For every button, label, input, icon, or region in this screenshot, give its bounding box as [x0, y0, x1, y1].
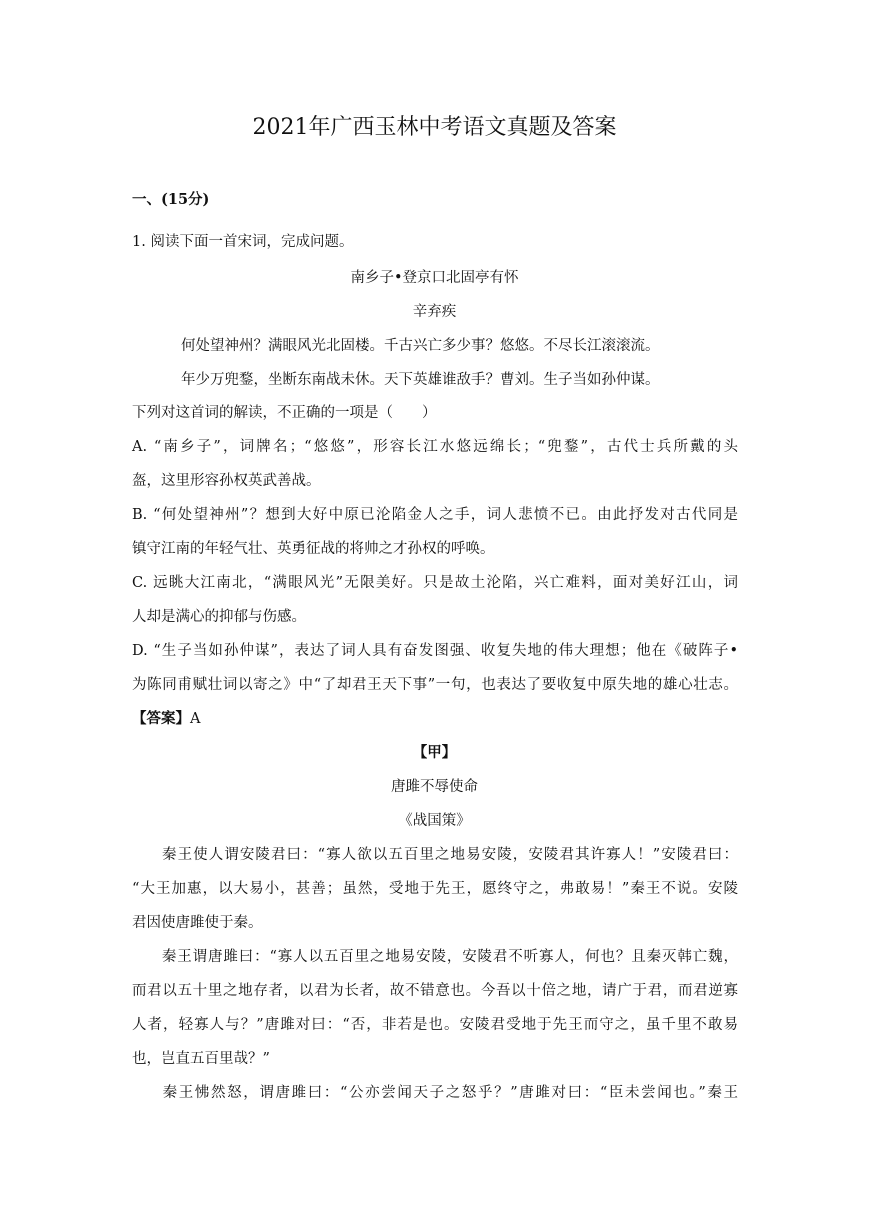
- passage-label: 【甲】: [412, 744, 457, 761]
- paragraph-line: “大王加惠，以大易小，甚善；虽然，受地于先王，愿终守之，弗敢易！”秦王不说。安陵: [132, 881, 738, 897]
- option-c-line: C. 远眺大江南北，“满眼风光”无限美好。只是故土沦陷，兴亡难料，面对美好江山，词: [132, 575, 738, 591]
- paragraph-line: 秦王使人谓安陵君曰：“寡人欲以五百里之地易安陵，安陵君其许寡人！”安陵君曰：: [161, 847, 738, 863]
- option-c-line: 人却是满心的抑郁与伤感。: [132, 609, 306, 625]
- paragraph-line: 而君以五十里之地存者，以君为长者，故不错意也。今吾以十倍之地，请广于君，而君逆寡: [132, 983, 738, 999]
- question-stem: 下列对这首词的解读，不正确的一项是（ ）: [132, 405, 437, 421]
- option-d-line: D. “生子当如孙仲谋”，表达了词人具有奋发图强、收复失地的伟大理想；他在《破阵子•: [132, 643, 738, 659]
- option-b-line: 镇守江南的年轻气壮、英勇征战的将帅之才孙权的呼唤。: [132, 541, 495, 557]
- page-title: 2021年广西玉林中考语文真题及答案: [252, 115, 617, 140]
- poem-author: 辛弃疾: [412, 304, 457, 320]
- paragraph-line: 君因使唐雎使于秦。: [132, 915, 263, 931]
- answer-line: [132, 709, 200, 729]
- section-heading: 一、(15分): [132, 191, 210, 208]
- answer-label: 【答案】: [132, 710, 190, 727]
- poem-line: 何处望神州？满眼风光北固楼。千古兴亡多少事？悠悠。不尽长江滚滚流。: [181, 338, 660, 354]
- option-a-line: A. “南乡子”，词牌名；“悠悠”，形容长江水悠远绵长；“兜鍪”，古代士兵所戴的头: [132, 439, 738, 455]
- option-d-line: 为陈同甫赋壮词以寄之》中“了却君王天下事”一句，也表达了要收复中原失地的雄心壮志。: [132, 677, 738, 693]
- question-intro: 1. 阅读下面一首宋词，完成问题。: [132, 234, 354, 250]
- paragraph-line: 秦王谓唐雎曰：“寡人以五百里之地易安陵，安陵君不听寡人，何也？且秦灭韩亡魏，: [161, 949, 738, 965]
- paragraph-line: 也，岂直五百里哉？”: [132, 1051, 270, 1067]
- paragraph-line: 人者，轻寡人与？”唐雎对曰：“否，非若是也。安陵君受地于先王而守之，虽千里不敢易: [132, 1017, 738, 1033]
- poem-title: 南乡子•登京口北固亭有怀: [350, 270, 519, 286]
- paragraph-line: 秦王怫然怒，谓唐雎曰：“公亦尝闻天子之怒乎？”唐雎对曰：“臣未尝闻也。”秦王: [161, 1085, 738, 1101]
- option-a-line: 盔，这里形容孙权英武善战。: [132, 473, 321, 489]
- option-b-line: B. “何处望神州”？想到大好中原已沦陷金人之手，词人悲愤不已。由此抒发对古代同是: [132, 507, 738, 523]
- poem-line: 年少万兜鍪，坐断东南战未休。天下英雄谁敌手？曹刘。生子当如孙仲谋。: [181, 372, 660, 388]
- passage-title: 唐雎不辱使命: [391, 779, 478, 795]
- answer-value: A: [190, 711, 201, 727]
- passage-source: 《战国策》: [398, 813, 471, 829]
